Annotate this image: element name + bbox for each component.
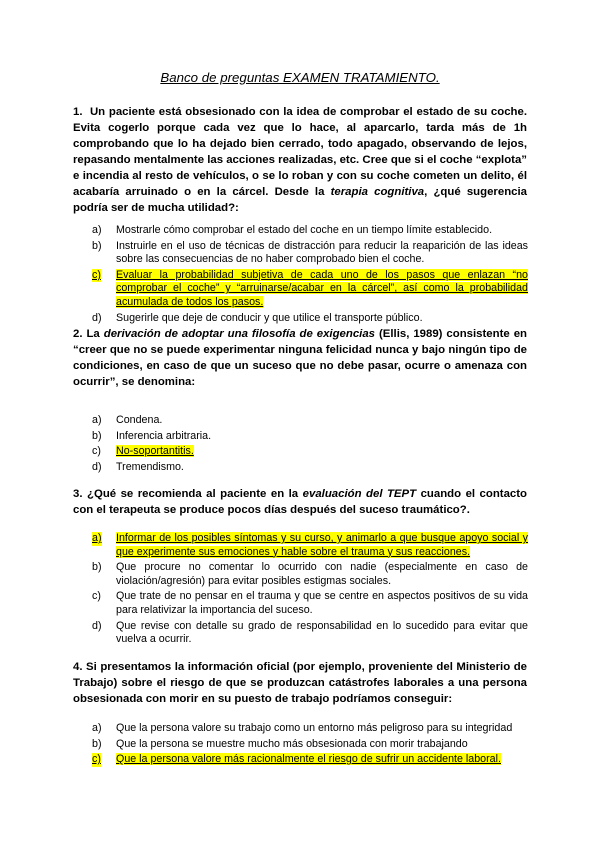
option-c: c) Que trate de no pensar en el trauma y que se centre en aspectos positivos de su vida para relativizar la importancia del suceso. xyxy=(92,590,528,616)
question-text-italic: evaluación del TEPT xyxy=(302,488,417,500)
option-b: b) Que procure no comentar lo ocurrido con nadie (especialmente en caso de violación/agresión) para evitar posibles estigmas sociales. xyxy=(92,561,528,587)
question-text: ¿Qué se recomienda al paciente en la xyxy=(87,488,299,500)
option-d: d) Tremendismo. xyxy=(92,460,184,473)
question-text-italic: derivación de adoptar una filosofía de exigencias xyxy=(103,328,376,340)
question-3 xyxy=(73,486,527,518)
question-text: Un paciente está obsesionado con la idea de comprobar el estado de su coche. Evita cogerlo porque cada vez que lo hace, al aparcarlo, tarda más de 1h comprobando que lo ha dejado bien cerrado, todo apagado, observando de lejos, repasando mentalmente las acciones realizadas, etc. Cree que si el coche “explota” e incendia al resto de vehículos, o se lo roban y con su coche cometen un delito, él acabaría arruinado o en la cárcel. Desde la xyxy=(73,106,527,198)
options-list-2 xyxy=(92,414,528,476)
option-b: b) Inferencia arbitraria. xyxy=(92,429,212,442)
question-text: La xyxy=(86,328,100,340)
option-c-correct: c) Evaluar la probabilidad subjetiva de cada uno de los pasos que enlazan “no comprobar el coche” y “arruinarse/acabar en la cárcel”, así como la probabilidad acumulada de todos los pasos. xyxy=(92,268,528,308)
option-a: a) Que la persona valore su trabajo como un entorno más peligroso para su integridad xyxy=(92,722,513,734)
option-c-correct: c) Que la persona valore más racionalmente el riesgo de sufrir un accidente laboral. xyxy=(92,753,501,766)
question-text-end: (Ellis, 1989) consistente en “creer que no se puede experimentar ninguna felicidad nunca y bajo ningún tipo de condiciones, en caso de que un suceso que no debe pasar, ocurre o amenaza con ocurrir”, se denomina: xyxy=(73,328,527,388)
question-number: 3. xyxy=(73,488,83,500)
question-number: 4. xyxy=(73,661,83,673)
option-d: d) Que revise con detalle su grado de responsabilidad en lo sucedido para evitar que vuelva a ocurrir. xyxy=(92,619,528,646)
option-d: d) Sugerirle que deje de conducir y que utilice el transporte público. xyxy=(92,311,423,324)
options-list-1 xyxy=(92,224,528,327)
option-b: b) Que la persona se muestre mucho más obsesionada con morir trabajando xyxy=(92,737,468,750)
question-number: 1. xyxy=(73,106,83,118)
question-2 xyxy=(73,326,527,390)
option-a-correct: a) Informar de los posibles síntomas y su curso, y animarlo a que busque apoyo social y que experimente sus emociones y hable sobre el trauma y sus reacciones. xyxy=(92,532,528,558)
question-4 xyxy=(73,659,527,707)
question-text-end: , ¿qué sugerencia podría ser de mucha utilidad?: xyxy=(73,186,527,214)
question-number: 2. xyxy=(73,328,83,340)
option-a: a) Mostrarle cómo comprobar el estado del coche en un tiempo límite establecido. xyxy=(92,224,493,236)
page-title: Banco de preguntas EXAMEN TRATAMIENTO. xyxy=(160,70,440,85)
question-text-italic: terapia cognitiva xyxy=(330,186,425,198)
option-c-correct: c) No-soportantitis. xyxy=(92,445,194,458)
options-list-3 xyxy=(92,532,528,649)
question-text: Si presentamos la información oficial (por ejemplo, proveniente del Ministerio de Trabajo) sobre el riesgo de que se produzcan catástrofes laborales a una persona obsesionada con morir en su puesto de trabajo podríamos conseguir: xyxy=(73,661,527,705)
option-b: b) Instruirle en el uso de técnicas de distracción para reducir la reaparición de las ideas sobre las consecuencias de no haber comprobado bien el coche. xyxy=(92,239,528,266)
question-1 xyxy=(73,104,527,216)
question-text-end: cuando el contacto con el terapeuta se produce pocos días después del suceso traumático?. xyxy=(73,488,528,516)
options-list-4 xyxy=(92,722,528,769)
option-a: a) Condena. xyxy=(92,414,163,426)
